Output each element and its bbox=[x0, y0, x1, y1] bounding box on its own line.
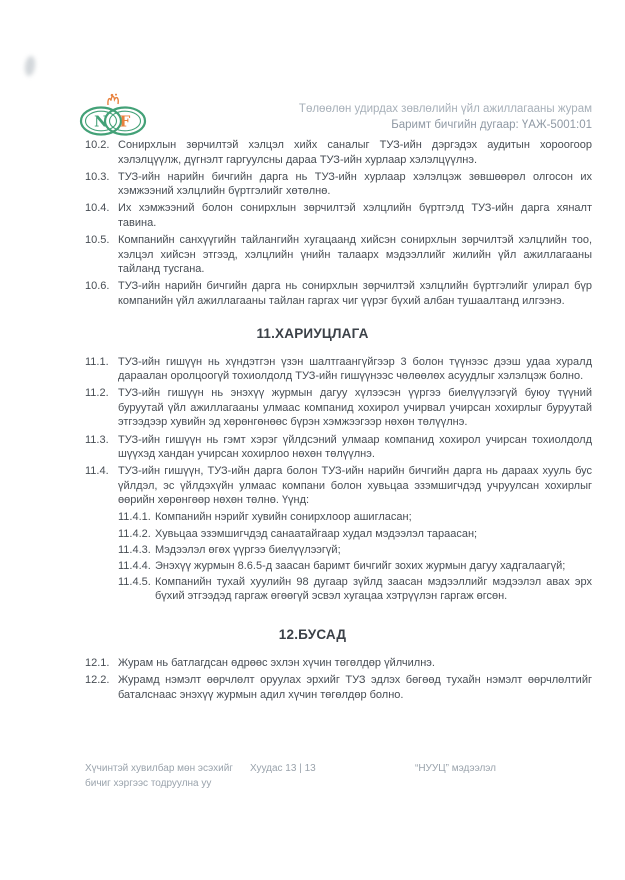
clause-10-4 bbox=[85, 201, 592, 230]
clause-number: 12.1. bbox=[85, 657, 110, 670]
section-12-clauses bbox=[85, 656, 592, 702]
clause-12-1 bbox=[85, 656, 592, 671]
section-10-clauses bbox=[85, 138, 592, 309]
footer-validity-line2: бичиг хэргээс тодруулна уу bbox=[85, 778, 212, 789]
footer-confidential-label: “НУУЦ” мэдээлэл bbox=[415, 763, 497, 774]
clause-number: 11.4.3. bbox=[118, 543, 151, 556]
clause-text: ТУЗ-ийн нарийн бичгийн дарга нь сонирхлын зөрчилтэй хэлцлийн бүртгэлийг улирал бүр компанийн үйл ажиллагааны тайлан гаргах чиг үүрэг бүхий албан тушаалтанд илгээнэ. bbox=[118, 280, 592, 307]
clause-text: Компанийн нэрийг хувийн сонирхлоор ашигласан; bbox=[155, 511, 412, 524]
clause-number: 10.6. bbox=[85, 280, 110, 293]
logo-letter-f: F bbox=[119, 112, 131, 131]
clause-number: 10.5. bbox=[85, 234, 110, 247]
clause-text: ТУЗ-ийн нарийн бичгийн дарга нь ТУЗ-ийн хурлаар хэлэлцэж зөвшөөрөл олгосон их хэмжээний хэлцлийн бүртгэлийг хөтөлнө. bbox=[118, 170, 592, 198]
clause-text: Хувьцаа эзэмшигчдэд санаатайгаар худал мэдээлэл тараасан; bbox=[155, 527, 478, 540]
clause-text: Компанийн тухай хуулийн 98 дугаар зүйлд заасан мэдээллийг мэдээлэл авах эрх бүхий этгээдэд гаргаж өгөөгүй эсвэл хугацаа хэтрүүлэн гаргаж өгсөн. bbox=[155, 575, 592, 603]
clause-number: 11.3. bbox=[85, 433, 109, 446]
clause-text: Компанийн санхүүгийн тайлангийн хугацаанд хийсэн сонирхлын зөрчилтэй хэлцлийн тоо, хэлцэл хийсэн этгээд, хэлцлийн үнийн талаарх мэдээллийг жилийн үйл ажиллагааны тайланд тусгана. bbox=[118, 234, 592, 276]
header-document-number: Баримт бичгийн дугаар: ҮАЖ-5001:01 bbox=[391, 118, 592, 131]
clause-11-4-4 bbox=[118, 559, 592, 574]
clause-11-1 bbox=[85, 355, 592, 384]
clause-text: ТУЗ-ийн гишүүн нь энэхүү журмын дагуу хүлээсэн үүргээ биелүүлээгүй буюу түүний буруутай үйл ажиллагааны улмаас компанид хохирол учирвал учирсан хохирлыг буруутай этгээдээр хувийн эд хөрөнгөнөөс бүрэн хэмжээгээр нөхөн төлүүлнэ. bbox=[118, 387, 592, 429]
clause-10-2 bbox=[85, 138, 592, 167]
footer-page-number: Хуудас 13 | 13 bbox=[250, 763, 316, 774]
header-document-title: Төлөөлөн удирдах зөвлөлийн үйл ажиллагааны журам bbox=[298, 103, 592, 115]
clause-10-6 bbox=[85, 279, 592, 308]
section-11-heading: 11.ХАРИУЦЛАГА bbox=[256, 325, 369, 341]
section-11-clauses bbox=[85, 355, 592, 605]
clause-number: 11.4.5. bbox=[118, 575, 151, 588]
clause-text: ТУЗ-ийн гишүүн нь хүндэтгэн үзэн шалтгаангүйгээр 3 болон түүнээс дээш удаа хуралд дараалан оролцоогүй тохиолдолд ТУЗ-ийн гишүүнээс чөлөөлөх асуудлыг хэлэлцэж болно. bbox=[118, 355, 592, 383]
clause-text: Журам нь батлагдсан өдрөөс эхлэн хүчин төгөлдөр үйлчилнэ. bbox=[118, 657, 435, 670]
clause-10-5 bbox=[85, 233, 592, 277]
logo-flame-icon bbox=[108, 94, 118, 105]
clause-number: 11.4. bbox=[85, 465, 109, 478]
clause-number: 11.4.4. bbox=[118, 559, 151, 572]
clause-text: Мэдээлэл өгөх үүргээ биелүүлээгүй; bbox=[155, 543, 341, 556]
section-12-heading: 12.БУСАД bbox=[278, 627, 347, 643]
scan-artifact bbox=[24, 55, 37, 76]
clause-number: 11.2. bbox=[85, 387, 109, 400]
clause-text: Их хэмжээний болон сонирхлын зөрчилтэй хэлцлийн бүртгэлд ТУЗ-ийн дарга хяналт тавина. bbox=[118, 202, 592, 229]
clause-11-4-2 bbox=[118, 527, 592, 542]
clause-12-2 bbox=[85, 673, 592, 702]
clause-number: 10.3. bbox=[85, 170, 110, 183]
clause-11-4-3 bbox=[118, 543, 592, 558]
clause-11-3 bbox=[85, 433, 592, 462]
footer-validity-line1: Хүчинтэй хувилбар мөн эсэхийг bbox=[85, 763, 233, 774]
clause-number: 11.1. bbox=[85, 355, 109, 368]
logo-letter-n: N bbox=[94, 112, 108, 131]
clause-11-4 bbox=[85, 464, 592, 508]
footer-validity-note bbox=[85, 761, 233, 791]
clause-text: Энэхүү журмын 8.6.5-д заасан баримт бичгийг зохих журмын дагуу хадгалаагүй; bbox=[155, 559, 566, 572]
clause-text: ТУЗ-ийн гишүүн нь гэмт хэрэг үйлдсэний улмаар компанид хохирол учирсан тохиолдолд шүүхэд хандан учирсан хохирлоо нөхөн төлүүлнэ. bbox=[118, 433, 592, 461]
company-logo-icon bbox=[78, 92, 150, 138]
clause-number: 11.4.1. bbox=[118, 511, 151, 524]
clause-number: 10.2. bbox=[85, 139, 110, 151]
clause-11-4-1 bbox=[118, 510, 592, 525]
clause-text: Журамд нэмэлт өөрчлөлт оруулах эрхийг ТУЗ эдлэх бөгөөд тухайн нэмэлт өөрчлөлтийг баталснаас энэхүү журмын адил хүчин төгөлдөр болно. bbox=[118, 674, 592, 701]
clause-number: 12.2. bbox=[85, 674, 110, 687]
clause-number: 10.4. bbox=[85, 202, 110, 215]
page-header bbox=[299, 102, 592, 133]
clause-text: ТУЗ-ийн гишүүн, ТУЗ-ийн дарга болон ТУЗ-ийн нарийн бичгийн дарга нь дараах хууль бус үйлдэл, эс үйлдэхүйн улмаас компани болон хувьцаа эзэмшигчдэд учруулсан хохирлыг өөрийн хөрөнгөөр нөхөн төлнө. Үүнд: bbox=[118, 465, 592, 507]
clause-11-4-5 bbox=[118, 575, 592, 604]
clause-10-3 bbox=[85, 170, 592, 199]
clause-11-2 bbox=[85, 386, 592, 430]
clause-text: Сонирхлын зөрчилтэй хэлцэл хийх саналыг ТУЗ-ийн дэргэдэх аудитын хороогоор хэлэлцүүлж, дүгнэлт гаргуулсны дараа ТУЗ-ийн хурлаар хэлэлцүүлнэ. bbox=[118, 139, 592, 166]
document-body bbox=[0, 138, 625, 705]
clause-number: 11.4.2. bbox=[118, 527, 151, 540]
